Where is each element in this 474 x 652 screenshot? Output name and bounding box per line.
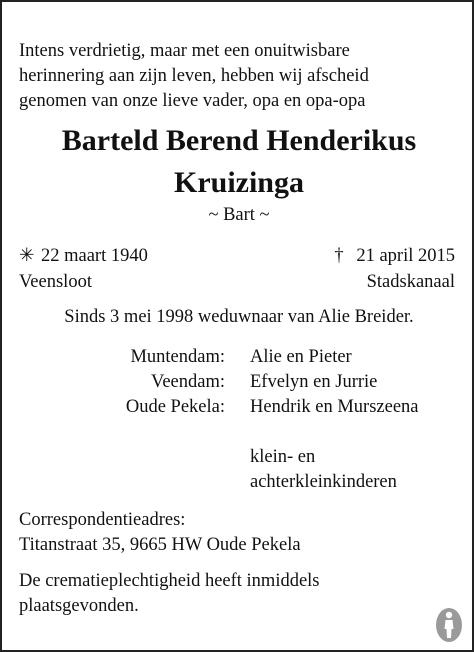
- family-row: [2, 395, 474, 420]
- cremation-line: De crematieplechtigheid heeft inmiddels: [19, 571, 320, 591]
- intro-line: Intens verdrietig, maar met een onuitwisbare: [19, 41, 350, 61]
- family-row: [2, 370, 474, 395]
- grandchildren: [250, 445, 397, 495]
- death-date: [334, 244, 455, 269]
- grandchildren-line: achterkleinkinderen: [250, 472, 397, 492]
- intro-line: genomen van onze lieve vader, opa en opa-opa: [19, 91, 366, 111]
- person-memorial-logo-icon: [435, 607, 463, 643]
- deceased-name: Barteld Berend Henderikus: [61, 124, 417, 157]
- deceased-surname: Kruizinga: [173, 166, 304, 199]
- death-date-text: 21 april 2015: [356, 246, 455, 266]
- family-place: Oude Pekela:: [125, 397, 225, 417]
- birth-date: [19, 244, 148, 269]
- family-names: Efvelyn en Jurrie: [250, 372, 378, 392]
- correspondence-address: [19, 508, 301, 558]
- family-names: Alie en Pieter: [250, 347, 352, 367]
- death-place: Stadskanaal: [366, 272, 455, 292]
- grandchildren-line: klein- en: [250, 447, 316, 467]
- correspondence-label: Correspondentieadres:: [19, 510, 186, 530]
- cremation-line: plaatsgevonden.: [19, 596, 139, 616]
- birth-star-icon: ✳: [19, 246, 35, 266]
- widower-line: Sinds 3 mei 1998 weduwnaar van Alie Breider.: [64, 307, 414, 327]
- cremation-note: [19, 569, 320, 619]
- intro-line: herinnering aan zijn leven, hebben wij afscheid: [19, 66, 369, 86]
- family-place: Veendam:: [151, 372, 225, 392]
- intro-text: [19, 39, 459, 114]
- death-cross-icon: †: [334, 246, 344, 266]
- family-row: [2, 345, 474, 370]
- family-names: Hendrik en Murszeena: [250, 397, 419, 417]
- correspondence-street: Titanstraat 35, 9665 HW Oude Pekela: [19, 535, 301, 555]
- nickname: ~ Bart ~: [208, 205, 270, 225]
- family-place: Muntendam:: [130, 347, 225, 367]
- birth-place: Veensloot: [19, 272, 92, 292]
- birth-date-text: 22 maart 1940: [41, 246, 148, 266]
